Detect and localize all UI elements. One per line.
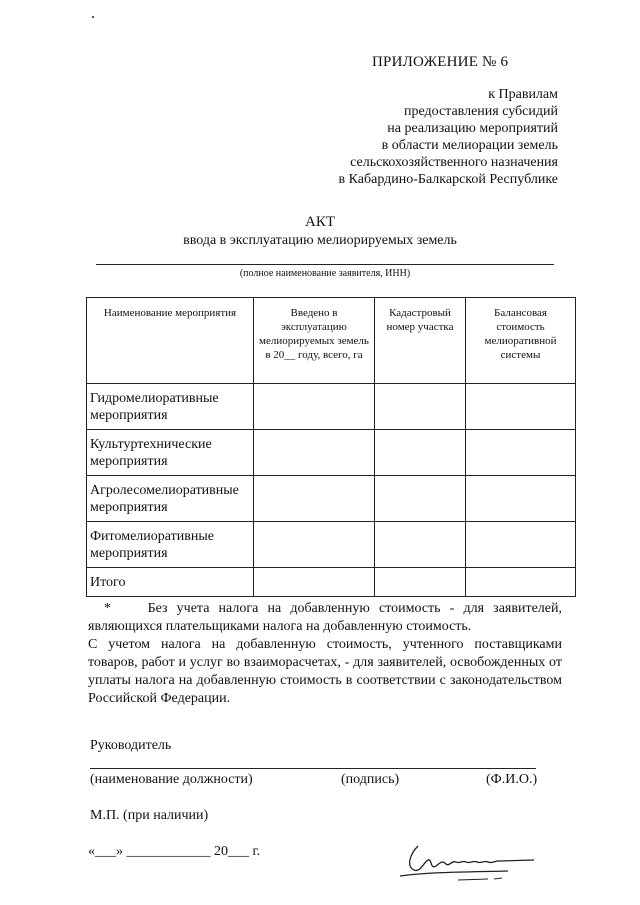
footnote-text-1: Без учета налога на добавленную стоимость - для заявителей, являющихся плательщиками налога на добавленную стоимость. xyxy=(88,601,562,634)
table-total-row xyxy=(87,568,576,597)
table-row xyxy=(87,522,576,568)
footnote-star: * xyxy=(104,601,111,616)
act-subtitle: ввода в эксплуатацию мелиорируемых земель xyxy=(183,233,457,248)
row-name-hydro: Гидромелиоративные мероприятия xyxy=(87,384,254,430)
stamp-label: М.П. (при наличии) xyxy=(90,808,209,823)
table-row xyxy=(87,476,576,522)
sign-label: (подпись) xyxy=(341,772,400,787)
applicant-hint: (полное наименование заявителя, ИНН) xyxy=(239,268,411,279)
footnote-text-2: С учетом налога на добавленную стоимость, учтенного поставщиками товаров, работ и услуг во взаиморасчетах, - для заявителей, освобожденных от уплаты налога на добавленную стоимость в соответствии с законодательством Российской Федерации. xyxy=(88,637,562,706)
header-cell-activity: Наименование мероприятия xyxy=(87,298,254,384)
date-line: «___» ____________ 20___ г. xyxy=(88,844,261,859)
appendix-line: предоставления субсидий xyxy=(403,104,558,119)
act-title: АКТ xyxy=(305,214,335,230)
row-name-total: Итого xyxy=(87,568,254,597)
signature-line xyxy=(90,768,536,769)
table-cell xyxy=(254,568,375,597)
table-cell xyxy=(254,430,375,476)
table-cell xyxy=(375,568,466,597)
table-cell xyxy=(375,522,466,568)
position-label: (наименование должности) xyxy=(90,772,253,787)
table-cell xyxy=(466,430,576,476)
table-cell xyxy=(254,384,375,430)
scan-speck xyxy=(92,16,94,18)
table-cell xyxy=(466,568,576,597)
appendix-reference xyxy=(339,86,558,188)
land-table xyxy=(86,297,576,597)
table-row xyxy=(87,384,576,430)
table-cell xyxy=(375,384,466,430)
table-cell xyxy=(254,476,375,522)
row-name-culture: Культуртехнические мероприятия xyxy=(87,430,254,476)
applicant-name-line xyxy=(96,264,554,265)
appendix-line: на реализацию мероприятий xyxy=(387,121,558,136)
handwritten-signature xyxy=(398,840,538,886)
appendix-line: сельскохозяйственного назначения xyxy=(350,155,558,170)
footnote xyxy=(88,600,562,708)
head-label: Руководитель xyxy=(90,738,172,753)
table-cell xyxy=(254,522,375,568)
table-cell xyxy=(466,522,576,568)
appendix-title: ПРИЛОЖЕНИЕ № 6 xyxy=(372,54,509,70)
table-cell xyxy=(466,384,576,430)
appendix-line: в области мелиорации земель xyxy=(381,138,558,153)
table-row xyxy=(87,430,576,476)
footnote-first xyxy=(88,600,562,636)
appendix-line: к Правилам xyxy=(488,87,558,102)
table-cell xyxy=(466,476,576,522)
table-header-row xyxy=(87,298,576,384)
appendix-line: в Кабардино-Балкарской Республике xyxy=(338,172,558,187)
table-cell xyxy=(375,476,466,522)
header-cell-cadastral: Кадастровый номер участка xyxy=(375,298,466,384)
row-name-agroforest: Агролесомелиоративные мероприятия xyxy=(87,476,254,522)
header-cell-area: Введено в эксплуатацию мелиорируемых земель в 20__ году, всего, га xyxy=(254,298,375,384)
fio-label: (Ф.И.О.) xyxy=(486,772,538,787)
row-name-phyto: Фитомелиоративные мероприятия xyxy=(87,522,254,568)
header-cell-balance: Балансовая стоимость мелиоративной системы xyxy=(466,298,576,384)
table-cell xyxy=(375,430,466,476)
